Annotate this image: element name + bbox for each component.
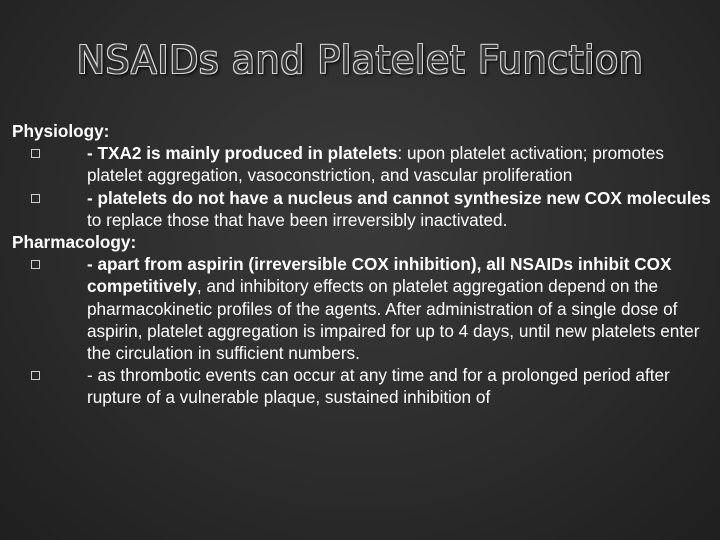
- checkbox-bullet-icon: [31, 260, 40, 269]
- bullet-text: : upon platelet activation; promotes platelet aggregation, vasoconstriction, and vascular proliferation: [87, 143, 664, 186]
- checkbox-bullet-icon: [31, 149, 40, 158]
- bullet-text: - as thrombotic events can occur at any time and for a prolonged period after rupture of a vulnerable plaque, sustained inhibition of: [87, 365, 670, 408]
- bullet-item: [12, 187, 712, 231]
- bullet-item: [12, 364, 712, 408]
- bullet-text: , and inhibitory effects on platelet aggregation depend on the pharmacokinetic profiles of the agents. After administration of a single dose of aspirin, platelet aggregation is impaired for up to 4 days, until new platelets enter the circulation in sufficient numbers.: [87, 276, 700, 364]
- bullet-text: to replace those that have been irreversibly inactivated.: [87, 209, 508, 230]
- slide-title: NSAIDs and Platelet Function: [76, 38, 644, 82]
- slide-body: [12, 120, 712, 409]
- section-heading-physiology: Physiology:: [12, 121, 110, 141]
- bullet-item: [12, 142, 712, 186]
- checkbox-bullet-icon: [31, 371, 40, 380]
- bullet-bold-text: - platelets do not have a nucleus and cannot synthesize new COX molecules: [87, 187, 711, 208]
- bullet-bold-text: - apart from aspirin (irreversible COX inhibition), all NSAIDs inhibit COX competitively: [87, 254, 672, 297]
- bullet-item: [12, 253, 712, 364]
- bullet-bold-text: - TXA2 is mainly produced in platelets: [87, 143, 398, 164]
- section-heading-pharmacology: Pharmacology:: [12, 232, 137, 253]
- checkbox-bullet-icon: [31, 194, 40, 203]
